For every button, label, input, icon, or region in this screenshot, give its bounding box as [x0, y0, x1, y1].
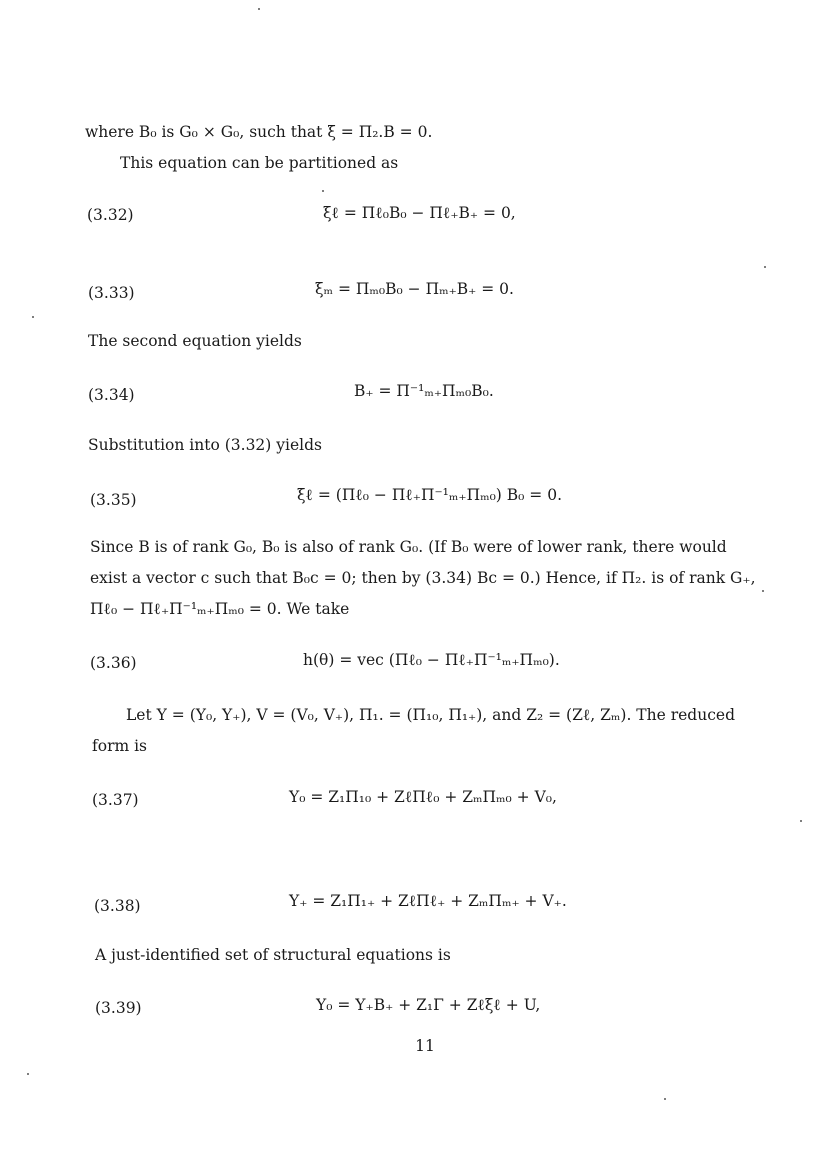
paragraph-line: where B₀ is G₀ × G₀, such that ξ = Π₂.B = 0.: [85, 123, 433, 141]
paragraph-line: This equation can be partitioned as: [120, 154, 399, 172]
page-number: 11: [415, 1037, 435, 1055]
paragraph-line: A just-identified set of structural equations is: [95, 946, 451, 964]
equation: ξℓ = (Πℓ₀ − Πℓ₊Π⁻¹ₘ₊Πₘ₀) B₀ = 0.: [297, 486, 563, 504]
paragraph-line: form is: [92, 737, 148, 755]
paragraph-line: Πℓ₀ − Πℓ₊Π⁻¹ₘ₊Πₘ₀ = 0. We take: [90, 600, 350, 618]
scan-speck: [762, 590, 764, 592]
paragraph-line: The second equation yields: [88, 332, 302, 350]
scan-speck: [322, 190, 324, 192]
equation-number: (3.35): [90, 491, 137, 509]
equation: h(θ) = vec (Πℓ₀ − Πℓ₊Π⁻¹ₘ₊Πₘ₀).: [303, 651, 560, 669]
paragraph-line: Substitution into (3.32) yields: [88, 436, 322, 454]
scan-speck: [664, 1098, 666, 1100]
paragraph-line: exist a vector c such that B₀c = 0; then by (3.34) Bc = 0.) Hence, if Π₂. is of rank G₊,: [90, 569, 756, 587]
equation-number: (3.32): [87, 206, 134, 224]
paragraph-line: Since B is of rank G₀, B₀ is also of rank G₀. (If B₀ were of lower rank, there would: [90, 538, 727, 556]
scan-speck: [764, 266, 766, 268]
equation: Y₀ = Y₊B₊ + Z₁Γ + Zℓξℓ + U,: [316, 996, 541, 1014]
equation-number: (3.37): [92, 791, 139, 809]
scan-speck: [27, 1073, 29, 1075]
equation-number: (3.34): [88, 386, 135, 404]
scan-speck: [32, 316, 34, 318]
equation-number: (3.39): [95, 999, 142, 1017]
equation: Y₊ = Z₁Π₁₊ + ZℓΠℓ₊ + ZₘΠₘ₊ + V₊.: [289, 892, 567, 910]
scan-speck: [800, 820, 802, 822]
equation: ξₘ = Πₘ₀B₀ − Πₘ₊B₊ = 0.: [315, 280, 514, 298]
equation: ξℓ = Πℓ₀B₀ − Πℓ₊B₊ = 0,: [323, 204, 516, 222]
equation-number: (3.33): [88, 284, 135, 302]
paragraph-line: Let Y = (Y₀, Y₊), V = (V₀, V₊), Π₁. = (Π₁₀, Π₁₊), and Z₂ = (Zℓ, Zₘ). The reduced: [126, 706, 735, 724]
equation-number: (3.36): [90, 654, 137, 672]
equation: Y₀ = Z₁Π₁₀ + ZℓΠℓ₀ + ZₘΠₘ₀ + V₀,: [289, 788, 557, 806]
equation: B₊ = Π⁻¹ₘ₊Πₘ₀B₀.: [354, 382, 494, 400]
equation-number: (3.38): [94, 897, 141, 915]
scan-speck: [258, 8, 260, 10]
